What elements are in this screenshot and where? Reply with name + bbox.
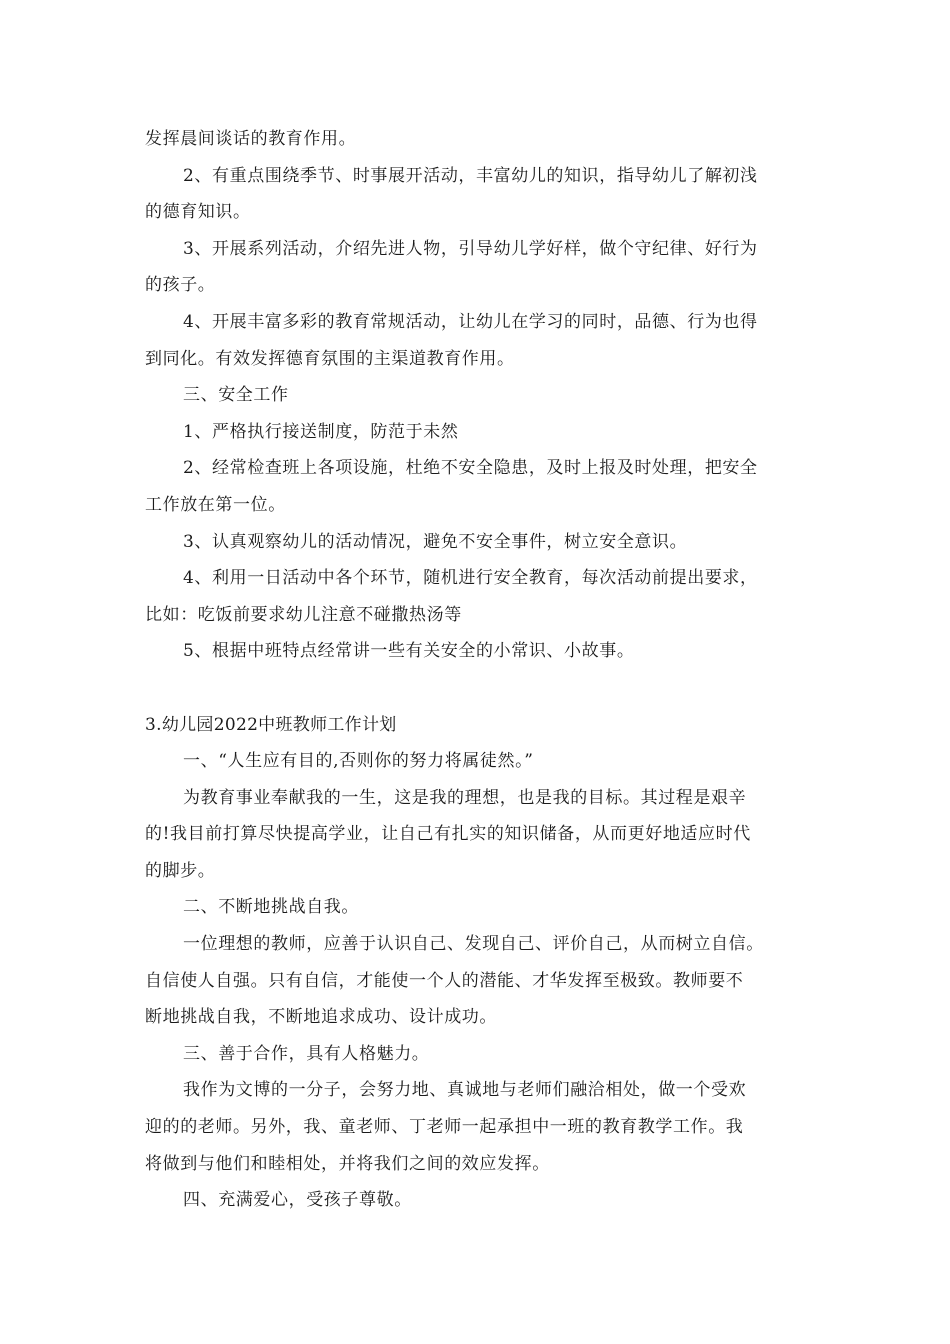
paragraph-line: 发挥晨间谈话的教育作用。 (145, 129, 357, 149)
section-heading: 一、“人生应有目的,否则你的努力将属徒然。” (183, 751, 534, 772)
section-heading: 二、不断地挑战自我。 (183, 897, 359, 918)
paragraph-line: 比如：吃饭前要求幼儿注意不碰撒热汤等 (145, 604, 462, 625)
section-heading: 四、充满爱心，受孩子尊敬。 (183, 1190, 412, 1211)
paragraph-line: 4、利用一日活动中各个环节，随机进行安全教育，每次活动前提出要求， (183, 568, 758, 589)
document-section-title: 3.幼儿园2022中班教师工作计划 (145, 714, 397, 735)
paragraph-line: 自信使人自强。只有自信，才能使一个人的潜能、才华发挥至极致。教师要不 (145, 970, 744, 991)
paragraph-line: 工作放在第一位。 (145, 494, 286, 515)
paragraph-line: 我作为文博的一分子，会努力地、真诚地与老师们融洽相处，做一个受欢 (183, 1080, 747, 1101)
spacer (145, 670, 813, 707)
paragraph-line: 的脚步。 (145, 860, 216, 881)
section-heading: 三、善于合作，具有人格魅力。 (183, 1043, 430, 1064)
paragraph-line: 1、严格执行接送制度，防范于未然 (183, 421, 459, 442)
paragraph-line: 4、开展丰富多彩的教育常规活动，让幼儿在学习的同时，品德、行为也得 (183, 311, 758, 332)
paragraph-line: 的孩子。 (145, 275, 216, 296)
paragraph-line: 断地挑战自我，不断地追求成功、设计成功。 (145, 1007, 497, 1028)
paragraph-line: 到同化。有效发挥德育氛围的主渠道教育作用。 (145, 348, 515, 369)
paragraph-line: 将做到与他们和睦相处，并将我们之间的效应发挥。 (145, 1153, 550, 1174)
paragraph-line: 2、有重点围绕季节、时事展开活动，丰富幼儿的知识，指导幼儿了解初浅 (183, 165, 758, 186)
paragraph-line: 3、认真观察幼儿的活动情况，避免不安全事件，树立安全意识。 (183, 531, 688, 552)
section-heading: 三、安全工作 (183, 385, 289, 406)
paragraph-line: 一位理想的教师，应善于认识自己、发现自己、评价自己，从而树立自信。 (183, 934, 764, 955)
paragraph-line: 的!我目前打算尽快提高学业，让自己有扎实的知识储备，从而更好地适应时代 (145, 824, 751, 845)
paragraph-line: 2、经常检查班上各项设施，杜绝不安全隐患，及时上报及时处理，把安全 (183, 458, 758, 479)
paragraph-line: 为教育事业奉献我的一生，这是我的理想，也是我的目标。其过程是艰辛 (183, 787, 747, 808)
document-body (145, 121, 813, 1219)
paragraph-line: 5、根据中班特点经常讲一些有关安全的小常识、小故事。 (183, 641, 635, 662)
paragraph-line: 3、开展系列活动，介绍先进人物，引导幼儿学好样，做个守纪律、好行为 (183, 238, 758, 259)
paragraph-line: 迎的的老师。另外，我、童老师、丁老师一起承担中一班的教育教学工作。我 (145, 1117, 744, 1138)
paragraph-line: 的德育知识。 (145, 202, 251, 223)
